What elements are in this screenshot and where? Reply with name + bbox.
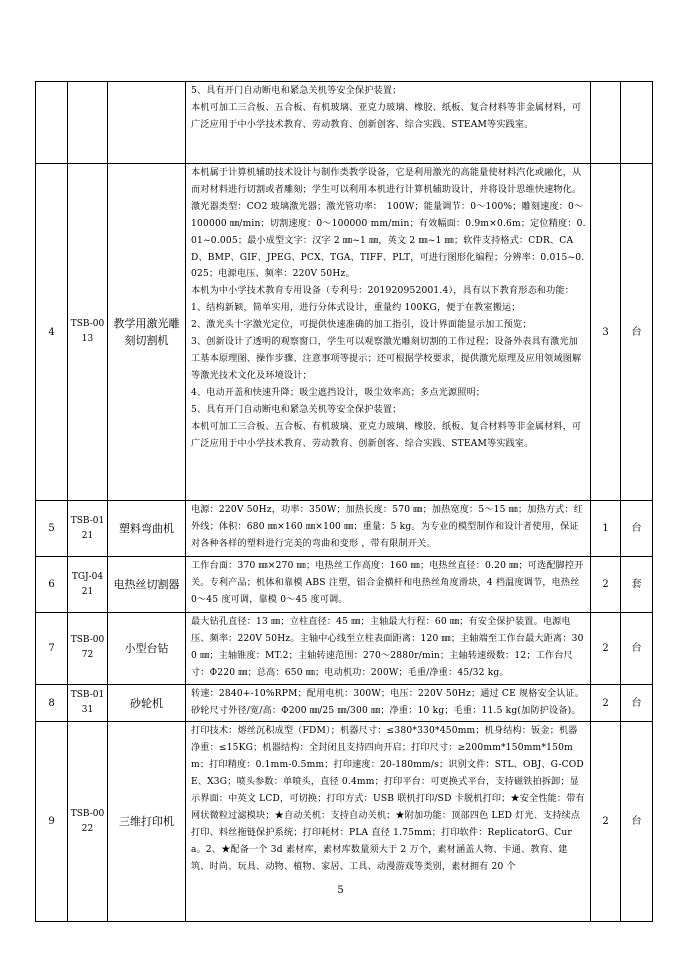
item-description (186, 557, 591, 613)
description-paragraph: 本机可加工三合板、五合板、有机玻璃、亚克力玻璃、橡胶、纸板、复合材料等非金属材料，可广泛应用于中小学技术教育、劳动教育、创新创客、综合实践、STEAM等实践室。 (191, 421, 582, 449)
item-unit: 台 (621, 501, 653, 557)
description-paragraph: 5、具有开门自动断电和紧急关机等安全保护装置； (191, 404, 402, 415)
item-description (186, 501, 591, 557)
table-row (36, 613, 653, 685)
item-code (68, 82, 108, 164)
item-name: 教学用激光雕刻切割机 (108, 164, 186, 501)
table-row (36, 82, 653, 164)
row-number: 4 (36, 164, 68, 501)
item-quantity: 2 (591, 722, 621, 922)
page-number: 5 (337, 885, 344, 896)
description-paragraph: 电源：220V 50Hz，功率：350W；加热长度：570 ㎜；加热宽度：5～15 ㎜；加热方式：红外线；体积：680 ㎜×160 ㎜×100 ㎜；重量：5 kg。为专业的模型制作和设计者使用，保证对各种各样的塑料进行完美的弯曲和变形 ，带有限制开关。 (191, 505, 584, 549)
item-name: 小型台钻 (108, 613, 186, 685)
item-quantity: 2 (591, 684, 621, 722)
description-paragraph: 本机属于计算机辅助技术设计与制作类教学设备，它是利用激光的高能量使材料汽化或融化，从而对材料进行切割或者雕刻；学生可以利用本机进行计算机辅助设计，并将设计思维快速物化。激光器类型：CO2 玻璃激光器；激光管功率： 100W；能量调节：0～100%；雕刻速度：0～100000 ㎜/min；切割速度：0～100000 mm/min；有效幅面：0.9m×0.6m；定位精度：0.01~0.005；最小成型文字：汉字 2 ㎜~1 ㎜，英文 2 ㎜~1 ㎜；软件支持格式：CDR、CAD、BMP、GIF、JPEG、PCX、TGA、TIFF、PLT，可进行图形化编程；分辨率：0.015~0.025；电源电压、频率：220V 50Hz。 (191, 168, 586, 280)
row-number: 8 (36, 684, 68, 722)
table-row (36, 164, 653, 501)
description-paragraph: 转速：2840+-10%RPM；配用电机：300W；电压：220V 50Hz；通过 CE 规格安全认证。砂轮尺寸外径/宽/高：Φ200 ㎜/25 ㎜/300 ㎜；净重：10 kg；毛重：11.5 kg(加防护设备)。 (191, 688, 585, 716)
item-description (186, 164, 591, 501)
item-unit: 套 (621, 557, 653, 613)
item-name: 塑料弯曲机 (108, 501, 186, 557)
item-description (186, 684, 591, 722)
item-description (186, 613, 591, 685)
description-paragraph: 本机为中小学技术教育专用设备（专利号：201920952001.4），具有以下教育形态和功能： (191, 286, 575, 297)
item-name: 三维打印机 (108, 722, 186, 922)
item-code: TSB-0131 (68, 684, 108, 722)
item-unit: 台 (621, 164, 653, 501)
table-row (36, 557, 653, 613)
item-quantity (591, 82, 621, 164)
item-name: 电热丝切割器 (108, 557, 186, 613)
item-code: TSB-0072 (68, 613, 108, 685)
description-paragraph: 打印技术：熔丝沉积成型（FDM）；机器尺寸：≤380*330*450mm；机身结构：钣金；机器净重：≤15KG；机器结构：全封闭且支持四向开启；打印尺寸：≥200mm*150mm*150mm；打印精度：0.1mm-0.5mm；打印速度：20-180mm/s；识别文件：STL、OBJ、G-CODE、X3G；喷头参数：单喷头，直径 0.4mm；打印平台：可更换式平台，支持磁铁拍拆卸；显示界面：中英文 LCD，可切换；打印方式：USB 联机打印/SD 卡脱机打印；★安全性能：带有网状微粒过滤模块；★自动关机：支持自动关机；★附加功能：顶部四色 LED 灯光、支持续点打印、料丝拖链保护系统；打印耗材：PLA 直径 1.75mm；打印软件：ReplicatorG、Cura。2、★配备一个 3d 素材库，素材库数量须大于 2 万个，素材涵盖人物、卡通、教育、建筑、时尚、玩具、动物、植物、家居、工具、动漫游戏等类别，素材拥有 20 个 (191, 726, 585, 872)
item-unit: 台 (621, 684, 653, 722)
row-number: 9 (36, 722, 68, 922)
equipment-spec-table (35, 81, 653, 922)
description-paragraph: 本机可加工三合板、五合板、有机玻璃、亚克力玻璃、橡胶、纸板、复合材料等非金属材料，可广泛应用于中小学技术教育、劳动教育、创新创客、综合实践、STEAM等实践室。 (191, 102, 582, 130)
row-number: 7 (36, 613, 68, 685)
item-unit: 台 (621, 722, 653, 922)
item-unit: 台 (621, 613, 653, 685)
row-number: 6 (36, 557, 68, 613)
item-description (186, 82, 591, 164)
description-paragraph: 5、具有开门自动断电和紧急关机等安全保护装置； (191, 86, 402, 96)
description-paragraph: 4、电动开盖和快速升降；吸尘遮挡设计，吸尘效率高；多点光源照明； (191, 387, 486, 398)
description-paragraph: 3、创新设计了透明的观察窗口，学生可以观察激光雕刻切割的工作过程；设备外表具有激光加工基本原理图、操作步骤、注意事项等提示；还可根据学校要求，提供激光原理及应用领域图解等激光技术文化及环境设计； (191, 337, 582, 381)
item-code: TSB-0013 (68, 164, 108, 501)
item-name (108, 82, 186, 164)
row-number (36, 82, 68, 164)
item-quantity: 2 (591, 557, 621, 613)
table-row (36, 684, 653, 722)
table-row (36, 501, 653, 557)
item-code: TGJ-0421 (68, 557, 108, 613)
item-code: TSB-0022 (68, 722, 108, 922)
description-paragraph: 最大钻孔直径：13 ㎜；立柱直径：45 ㎜；主轴最大行程：60 ㎜；有安全保护装置。电源电压、频率：220V 50Hz。主轴中心线至立柱表面距离：120 ㎜；主轴端至工作台最大距离：300 ㎜；主轴锥度：MT.2；主轴转速范围：270～2880r/min；主轴转速级数：12；工作台尺寸：Φ220 ㎜；总高：650 ㎜；电动机功：200W；毛重/净重：45/32 kg。 (191, 617, 584, 678)
item-unit (621, 82, 653, 164)
description-paragraph: 2、激光头十字激光定位，可提供快速准确的加工指引，设计界面能显示加工预览； (191, 320, 532, 331)
item-code: TSB-0121 (68, 501, 108, 557)
item-quantity: 3 (591, 164, 621, 501)
description-paragraph: 工作台面：370 ㎜×270 ㎜；电热丝工作高度：160 ㎜；电热丝直径：0.20 ㎜；可选配脚控开关。专利产品；机体和靠模 ABS 注塑，铝合金横杆和电热丝角度滑块，4 档温度调节，电热丝 0～45 度可调，靠模 0～45 度可调。 (191, 561, 584, 605)
item-name: 砂轮机 (108, 684, 186, 722)
row-number: 5 (36, 501, 68, 557)
description-paragraph: 1、结构新颖，简单实用，进行分体式设计，重量约 100KG，便于在教室搬运； (191, 303, 521, 314)
item-quantity: 1 (591, 501, 621, 557)
item-quantity: 2 (591, 613, 621, 685)
